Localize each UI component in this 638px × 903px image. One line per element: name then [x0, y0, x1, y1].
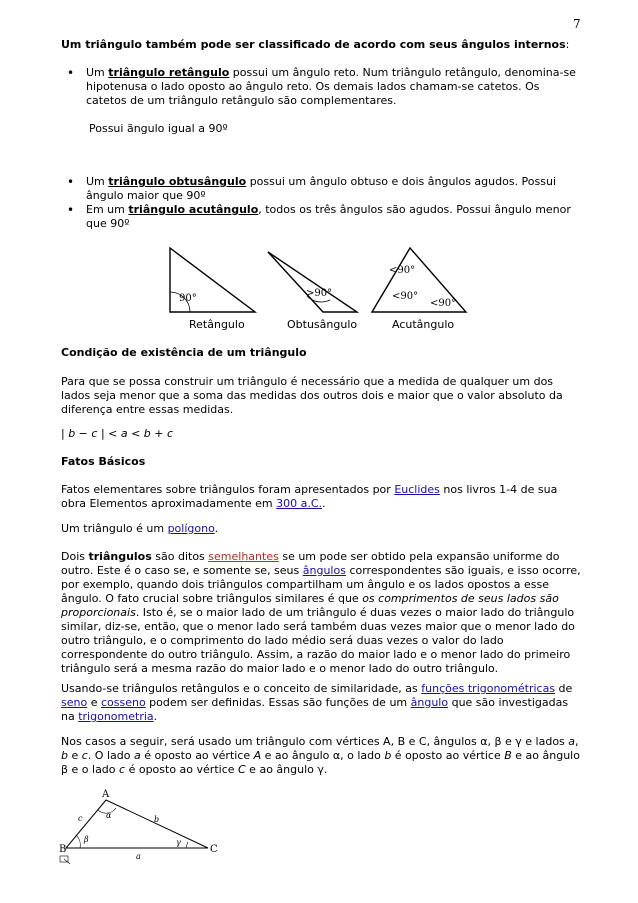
bullet-marker: •: [67, 175, 75, 189]
obtuse-triangle-shape: [268, 252, 357, 312]
resize-handle-icon: [60, 856, 70, 864]
bullet-marker: •: [67, 203, 75, 217]
caption-acute: Acutângulo: [392, 318, 455, 331]
bullet-obtuse-triangle: Um triângulo obtusângulo possui um ângulo obtuso e dois ângulos agudos. Possui ângulo maior que 90º: [86, 175, 557, 202]
angle-gamma-label: γ: [176, 838, 181, 847]
angle-beta-label: β: [84, 835, 89, 844]
bullet-right-triangle: Um triângulo retângulo possui um ângulo reto. Num triângulo retângulo, denomina-se hipotenusa o lado oposto ao ângulo reto. Os demais lados chamam-se catetos. Os catetos de um triângulo retângulo são complementares.: [86, 66, 576, 107]
term-obtuse-triangle: triângulo obtusângulo: [108, 175, 247, 188]
side-a-label: a: [136, 852, 141, 861]
triangle-abc-figure: [58, 788, 218, 868]
link-poligono[interactable]: polígono: [167, 522, 215, 535]
link-trigonometria[interactable]: trigonometria: [78, 710, 154, 723]
paragraph-existence: Para que se possa construir um triângulo é necessário que a medida de qualquer um dos lados seja menor que a soma das medidas dos outros dois e maior que o valor absoluto da diferença entre essas medidas.: [61, 375, 563, 416]
intro-text: Um triângulo também pode ser classificado de acordo com seus ângulos internos: [61, 38, 566, 51]
obtuse-angle-label: >90°: [306, 288, 333, 299]
term-right-triangle: triângulo retângulo: [108, 66, 230, 79]
caption-right: Retângulo: [189, 318, 245, 331]
page-number: 7: [573, 17, 581, 31]
side-b-label: b: [154, 815, 160, 824]
vertex-a-label: A: [102, 789, 110, 800]
intro-colon: :: [565, 38, 570, 51]
angle-alpha-label: α: [106, 811, 112, 820]
acute-top-label: <90°: [389, 265, 416, 276]
paragraph-cases: Nos casos a seguir, será usado um triângulo com vértices A, B e C, ângulos α, β e γ e lados a, b e c. O lado a é oposto ao vértice A e ao ângulo α, o lado b é oposto ao vértice B e ao ângulo β e o lado c é oposto ao vértice C e ao ângulo γ.: [61, 735, 580, 776]
term-acute-triangle: triângulo acutângulo: [128, 203, 259, 216]
link-seno[interactable]: seno: [61, 696, 88, 709]
link-euclides[interactable]: Euclides: [394, 483, 440, 496]
heading-basic-facts: Fatos Básicos: [61, 455, 146, 468]
acute-right-label: <90°: [430, 298, 457, 309]
formula-existence: | b − c | < a < b + c: [61, 427, 174, 440]
vertex-b-label: B: [59, 844, 67, 855]
acute-triangle-shape: [372, 248, 466, 312]
vertex-c-label: C: [210, 844, 218, 855]
paragraph-polygon: Um triângulo é um polígono.: [61, 522, 219, 535]
link-300-ac[interactable]: 300 a.C.: [276, 497, 323, 510]
acute-left-label: <90°: [392, 291, 419, 302]
triangle-types-figure: [150, 240, 480, 320]
link-angulos[interactable]: ângulos: [302, 564, 346, 577]
note-right-angle: Possui ãngulo igual a 90º: [89, 122, 228, 135]
link-cosseno[interactable]: cosseno: [100, 696, 146, 709]
intro-heading: [61, 38, 581, 52]
paragraph-trig: Usando-se triângulos retângulos e o conceito de similaridade, as funções trigonométricas de seno e cosseno podem ser definidas. Essas são funções de um ângulo que são investigadas na trigonometria.: [61, 682, 573, 723]
link-semelhantes[interactable]: semelhantes: [208, 550, 279, 563]
side-c-label: c: [78, 814, 83, 823]
heading-existence: Condição de existência de um triângulo: [61, 346, 307, 359]
paragraph-similar: Dois triângulos são ditos semelhantes se um pode ser obtido pela expansão uniforme do outro. Este é o caso se, e somente se, seus ângulos correspondentes são iguais, e isso ocorre, por exemplo, quando dois triângulos compartilham um ângulo e os lados opostos a esse ângulo. O fato crucial sobre triângulos similares é que os comprimentos de seus lados são proporcionais. Isto é, se o maior lado de um triângulo é duas vezes o maior lado do triângulo similar, diz-se, então, que o menor lado será também duas vezes maior que o menor lado do outro triângulo, e o comprimento do lado médio será duas vezes o valor do lado correspondente do outro triângulo. Assim, a razão do maior lado e o menor lado do primeiro triângulo será a mesma razão do maior lado e o menor lado do outro triângulo.: [61, 550, 581, 675]
paragraph-euclid: Fatos elementares sobre triângulos foram apresentados por Euclides nos livros 1-4 de sua obra Elementos aproximadamente em 300 a.C..: [61, 483, 558, 510]
right-triangle-shape: [170, 248, 255, 312]
right-angle-label: 90°: [179, 293, 197, 304]
bullet-acute-triangle: Em um triângulo acutângulo, todos os três ângulos são agudos. Possui ângulo menor que 90º: [86, 203, 571, 230]
caption-obtuse: Obtusângulo: [287, 318, 358, 331]
link-angulo[interactable]: ângulo: [410, 696, 449, 709]
link-funcoes-trigonometricas[interactable]: funções trigonométricas: [421, 682, 556, 695]
bullet-marker: •: [67, 66, 75, 80]
